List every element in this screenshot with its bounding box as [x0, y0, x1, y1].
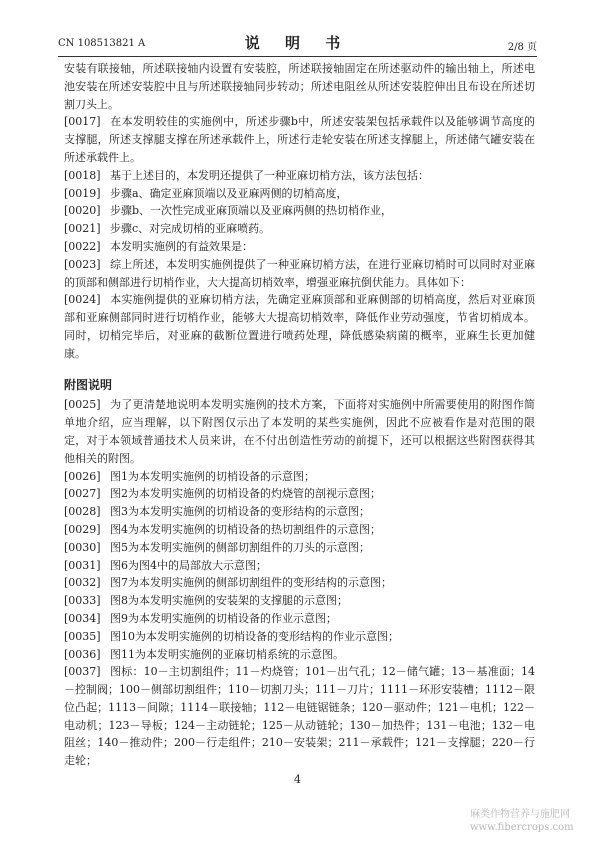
paragraph	[64, 628, 535, 646]
paragraph-text: 综上所述，本发明实施例提供了一种亚麻切梢方法，在进行亚麻切梢时可以同时对亚麻的顶部和侧部进行切梢作业，大大提高切梢效率，增强亚麻抗倒伏能力。具体如下：	[64, 257, 535, 289]
paragraph-text: 图10为本发明实施例的切梢设备的变形结构的作业示意图；	[110, 629, 399, 643]
paragraph	[64, 291, 535, 362]
document-title: 说 明 书	[244, 34, 351, 52]
paragraph-text: 步骤c、对完成切梢的亚麻喷药。	[110, 222, 271, 236]
paragraph-text: 图11为本发明实施例的亚麻切梢系统的示意图。	[110, 647, 344, 661]
paragraph	[64, 113, 535, 166]
paragraph-number: [0026]	[64, 469, 101, 483]
paragraph-text: 图1为本发明实施例的切梢设备的示意图；	[110, 469, 315, 483]
paragraph	[64, 521, 535, 539]
paragraph	[64, 256, 535, 292]
paragraph	[64, 220, 535, 238]
paragraph-number: [0020]	[64, 204, 101, 218]
paragraph	[64, 396, 535, 467]
paragraph-number: [0018]	[64, 168, 101, 182]
paragraph-number: [0017]	[64, 115, 101, 129]
paragraph-text: 为了更清楚地说明本发明实施例的技术方案，下面将对实施例中所需要使用的附图作简单地介绍，应当理解，以下附图仅示出了本发明的某些实施例，因此不应被看作是对范围的限定，对于本领域普通技术人员来讲，在不付出创造性劳动的前提下，还可以根据这些附图获得其他相关的附图。	[64, 398, 535, 465]
paragraph-number: [0025]	[64, 398, 101, 412]
paragraph-number: [0037]	[64, 665, 101, 679]
paragraph-number: [0030]	[64, 540, 101, 554]
paragraph	[64, 592, 535, 610]
paragraph	[64, 185, 535, 203]
paragraph-text: 图8为本发明实施例的安装架的支撑腿的示意图；	[110, 594, 348, 608]
paragraph-number: [0027]	[64, 487, 101, 501]
paragraph-text: 步骤a、确定亚麻顶端以及亚麻两侧的切梢高度，	[110, 186, 348, 200]
paragraph	[64, 202, 535, 220]
paragraph-number: [0032]	[64, 576, 101, 590]
paragraph-number: [0021]	[64, 222, 101, 236]
publication-number: CN 108513821 A	[58, 38, 146, 49]
paragraph-text: 图7为本发明实施例的侧部切割组件的变形结构的示意图；	[110, 576, 392, 590]
paragraph-number: [0022]	[64, 239, 101, 253]
header-rule	[58, 56, 537, 57]
paragraph-number: [0035]	[64, 629, 101, 643]
paragraph-number: [0019]	[64, 186, 101, 200]
continuation-paragraph: 安装有联接轴，所述联接轴内设置有安装腔，所述联接轴固定在所述驱动件的输出轴上，所述电池安装在所述安装腔中且与所述联接轴同步转动；所述电阻丝从所述安装腔伸出且布设在所述切割刀头上。	[64, 62, 535, 111]
paragraph-text: 基于上述目的，本发明还提供了一种亚麻切梢方法，该方法包括：	[110, 168, 429, 182]
paragraph-number: [0036]	[64, 647, 101, 661]
watermark-line-1: 麻类作物营养与施肥网	[470, 809, 570, 820]
page-number: 4	[294, 773, 301, 786]
paragraph-group-2	[64, 396, 535, 770]
document-body	[64, 60, 535, 770]
paragraph-text: 图3为本发明实施例的切梢设备的变形结构的示意图；	[110, 505, 370, 519]
paragraph-text: 本发明实施例的有益效果是：	[110, 239, 253, 253]
paragraph-text: 图标：10－主切割组件；11－灼烧管；101－出气孔；12－储气罐；13－基准面；14－控制阀；100－侧部切割组件；110－切割刀头；111－刀片；1111－环形安装槽；1112－限位凸起；1113－间隙；1114－联接轴；112－电链锯链条；120－驱动件；121－电机；122－电动机；123－导板；124－主动链轮；125－从动链轮；130－加热件；131－电池；132－电阻丝；140－推动件；200－行走组件；210－安装架；211－承载件；121－支撑腿；220－行走轮；	[64, 665, 535, 768]
page-header	[58, 32, 537, 53]
paragraph-number: [0029]	[64, 522, 101, 536]
paragraph-number: [0023]	[64, 257, 101, 271]
watermark-line-2: www.fibercrops.com	[470, 822, 574, 833]
paragraph-text: 图9为本发明实施例的切梢设备的作业示意图；	[110, 611, 337, 625]
paragraph-text: 本实施例提供的亚麻切梢方法，先确定亚麻顶部和亚麻侧部的切梢高度，然后对亚麻顶部和亚麻侧部同时进行切梢作业，能够大大提高切梢效率，降低作业劳动强度，节省切梢成本。同时，切梢完毕后，对亚麻的截断位置进行喷药处理，降低感染病菌的概率，亚麻生长更加健康。	[64, 293, 535, 360]
paragraph	[64, 610, 535, 628]
paragraph-text: 图4为本发明实施例的切梢设备的热切割组件的示意图；	[110, 522, 381, 536]
paragraph	[64, 574, 535, 592]
paragraph	[64, 238, 535, 256]
section-heading: 附图说明	[64, 377, 113, 392]
paragraph-text: 在本发明较佳的实施例中，所述步骤b中，所述安装架包括承载件以及能够调节高度的支撑腿，所述支撑腿支撑在所述承载件上，所述行走轮安装在所述支撑腿上，所述储气罐安装在所述承载件上。	[64, 115, 535, 164]
paragraph	[64, 485, 535, 503]
paragraph	[64, 663, 535, 770]
paragraph	[64, 539, 535, 557]
paragraph-number: [0024]	[64, 293, 101, 307]
paragraph	[64, 646, 535, 664]
page-indicator: 2/8 页	[507, 42, 537, 53]
paragraph-number: [0034]	[64, 611, 101, 625]
paragraph	[64, 167, 535, 185]
paragraph-text: 图2为本发明实施例的切梢设备的灼烧管的剖视示意图；	[110, 487, 381, 501]
watermark	[470, 808, 574, 834]
paragraph-text: 图6为图4中的局部放大示意图；	[110, 558, 267, 572]
paragraph-text: 图5为本发明实施例的侧部切割组件的刀头的示意图；	[110, 540, 370, 554]
paragraph-number: [0031]	[64, 558, 101, 572]
paragraph	[64, 503, 535, 521]
paragraph-number: [0028]	[64, 505, 101, 519]
paragraph	[64, 468, 535, 486]
paragraph	[64, 557, 535, 575]
paragraph-text: 步骤b、一次性完成亚麻顶端以及亚麻两侧的热切梢作业，	[110, 204, 393, 218]
paragraph-group-1	[64, 113, 535, 362]
paragraph-number: [0033]	[64, 594, 101, 608]
